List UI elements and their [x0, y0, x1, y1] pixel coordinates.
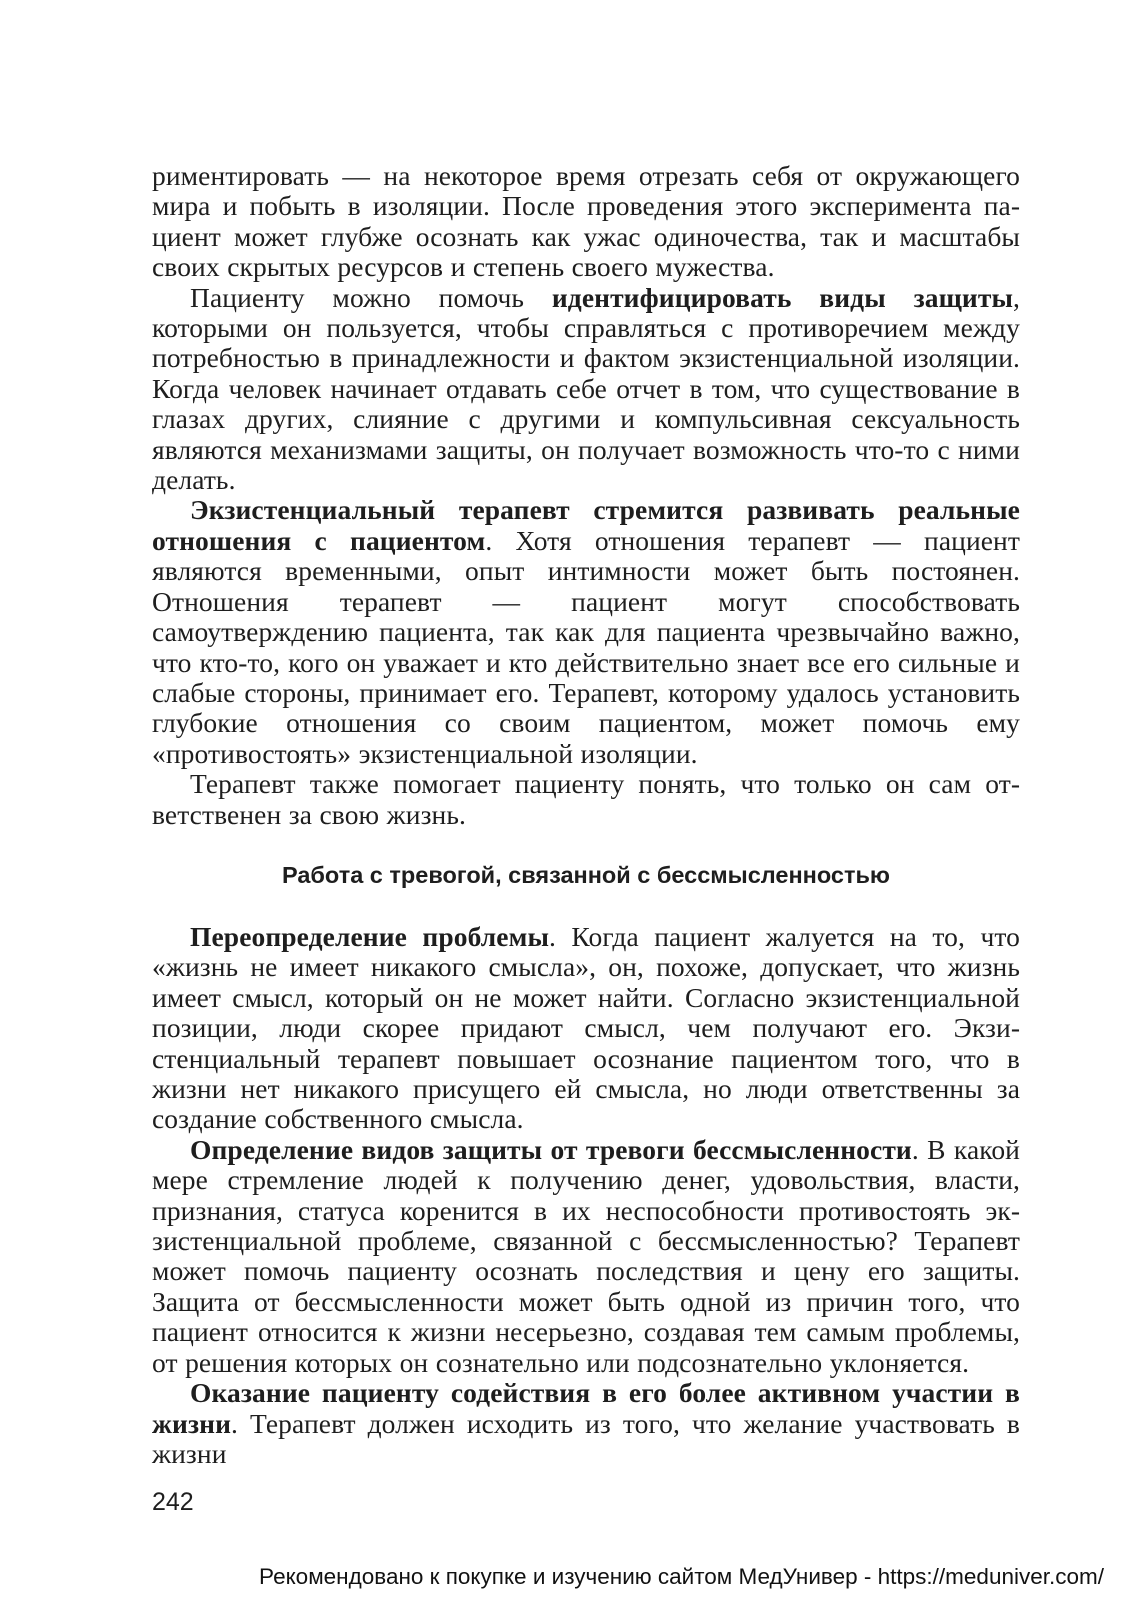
footer-note: Рекомендовано к покупке и изучению сайтом МедУнивер - https://meduniver.com/: [259, 1564, 1104, 1589]
body-text-top: [152, 161, 1020, 830]
paragraph-7: [152, 1378, 1020, 1469]
paragraph-7-text: . Терапевт должен исходить из того, что желание участвовать в жизни: [152, 1407, 1020, 1469]
paragraph-4-text: Терапевт также помогает пациенту понять, что только он сам ответственен за свою жизнь.: [152, 768, 1020, 830]
body-text-bottom: [152, 922, 1020, 1469]
paragraph-2-lead: Пациенту можно помочь: [190, 281, 552, 313]
paragraph-2-text: , которыми он пользуется, чтобы справляться с противоречием между потребностью в принадлежности и фактом экзистенциальной изоляции. Когда человек начинает отдавать себе отчет в том, что существование в глазах других, слияние с другими и компульсивная сексуальность являются механизмами защиты, он получает возможность что-то с ними делать.: [152, 281, 1021, 496]
page-number: 242: [152, 1488, 194, 1516]
paragraph-5-text: . Когда пациент жалуется на то, что «жизнь не имеет никакого смысла», он, похоже, допускает, что жизнь имеет смысл, который он не может найти. Согласно экзистенциальной позиции, люди скорее придают смысл, чем получают его. Экзистенциальный терапевт повышает осознание пациентом того, что в жизни нет никакого присущего ей смысла, но люди ответственны за создание собственного смысла.: [152, 921, 1020, 1135]
paragraph-3-text: . Хотя отношения терапевт — пациент являются временными, опыт интимности может быть постоянен. Отношения терапевт — пациент могут способствовать самоутверждению пациента, так как для пациента чрезвычайно важно, что кто-то, кого он уважает и кто действительно знает все его сильные и слабые стороны, принимает его. Терапевт, которому удалось установить глубокие отношения со своим пациентом, может помочь ему «противостоять» экзистенциальной изоляции.: [152, 524, 1020, 769]
paragraph-7-bold: Оказание пациенту содействия в его более активном участии в жизни: [152, 1377, 1020, 1439]
paragraph-6-text: . В какой мере стремление людей к получению денег, удовольствия, власти, признания, статуса коренится в их неспособности противостоять экзистенциальной проблеме, связанной с бессмысленностью? Терапевт может помочь пациенту осознать последствия и цену его защиты. Защита от бессмысленности может быть одной из причин того, что пациент относится к жизни несерьезно, создавая тем самым проблемы, от решения которых он сознательно или подсознательно уклоняется.: [152, 1133, 1020, 1378]
paragraph-5-bold: Переопределение проблемы: [190, 921, 550, 952]
paragraph-6: [152, 1135, 1020, 1378]
section-heading: Работа с тревогой, связанной с бессмысленностью: [281, 862, 891, 888]
paragraph-4: [152, 769, 1020, 830]
paragraph-5: [152, 922, 1020, 1135]
paragraph-6-bold: Определение видов защиты от тревоги бессмысленности: [190, 1133, 912, 1165]
paragraph-2-bold: идентифицировать виды защиты: [551, 281, 1014, 313]
paragraph-3-bold: Экзистенциальный терапевт стремится развивать реальные отношения с пациентом: [152, 494, 1020, 556]
paragraph-1: [152, 161, 1020, 283]
paragraph-2: [152, 283, 1020, 496]
paragraph-1-text: риментировать — на некоторое время отрезать себя от окружающего мира и побыть в изоляции. После проведения этого эксперимента пациент может глубже осознать как ужас одиночества, так и масштабы своих скрытых ресурсов и степень своего мужества.: [152, 160, 1020, 283]
paragraph-3: [152, 495, 1020, 769]
